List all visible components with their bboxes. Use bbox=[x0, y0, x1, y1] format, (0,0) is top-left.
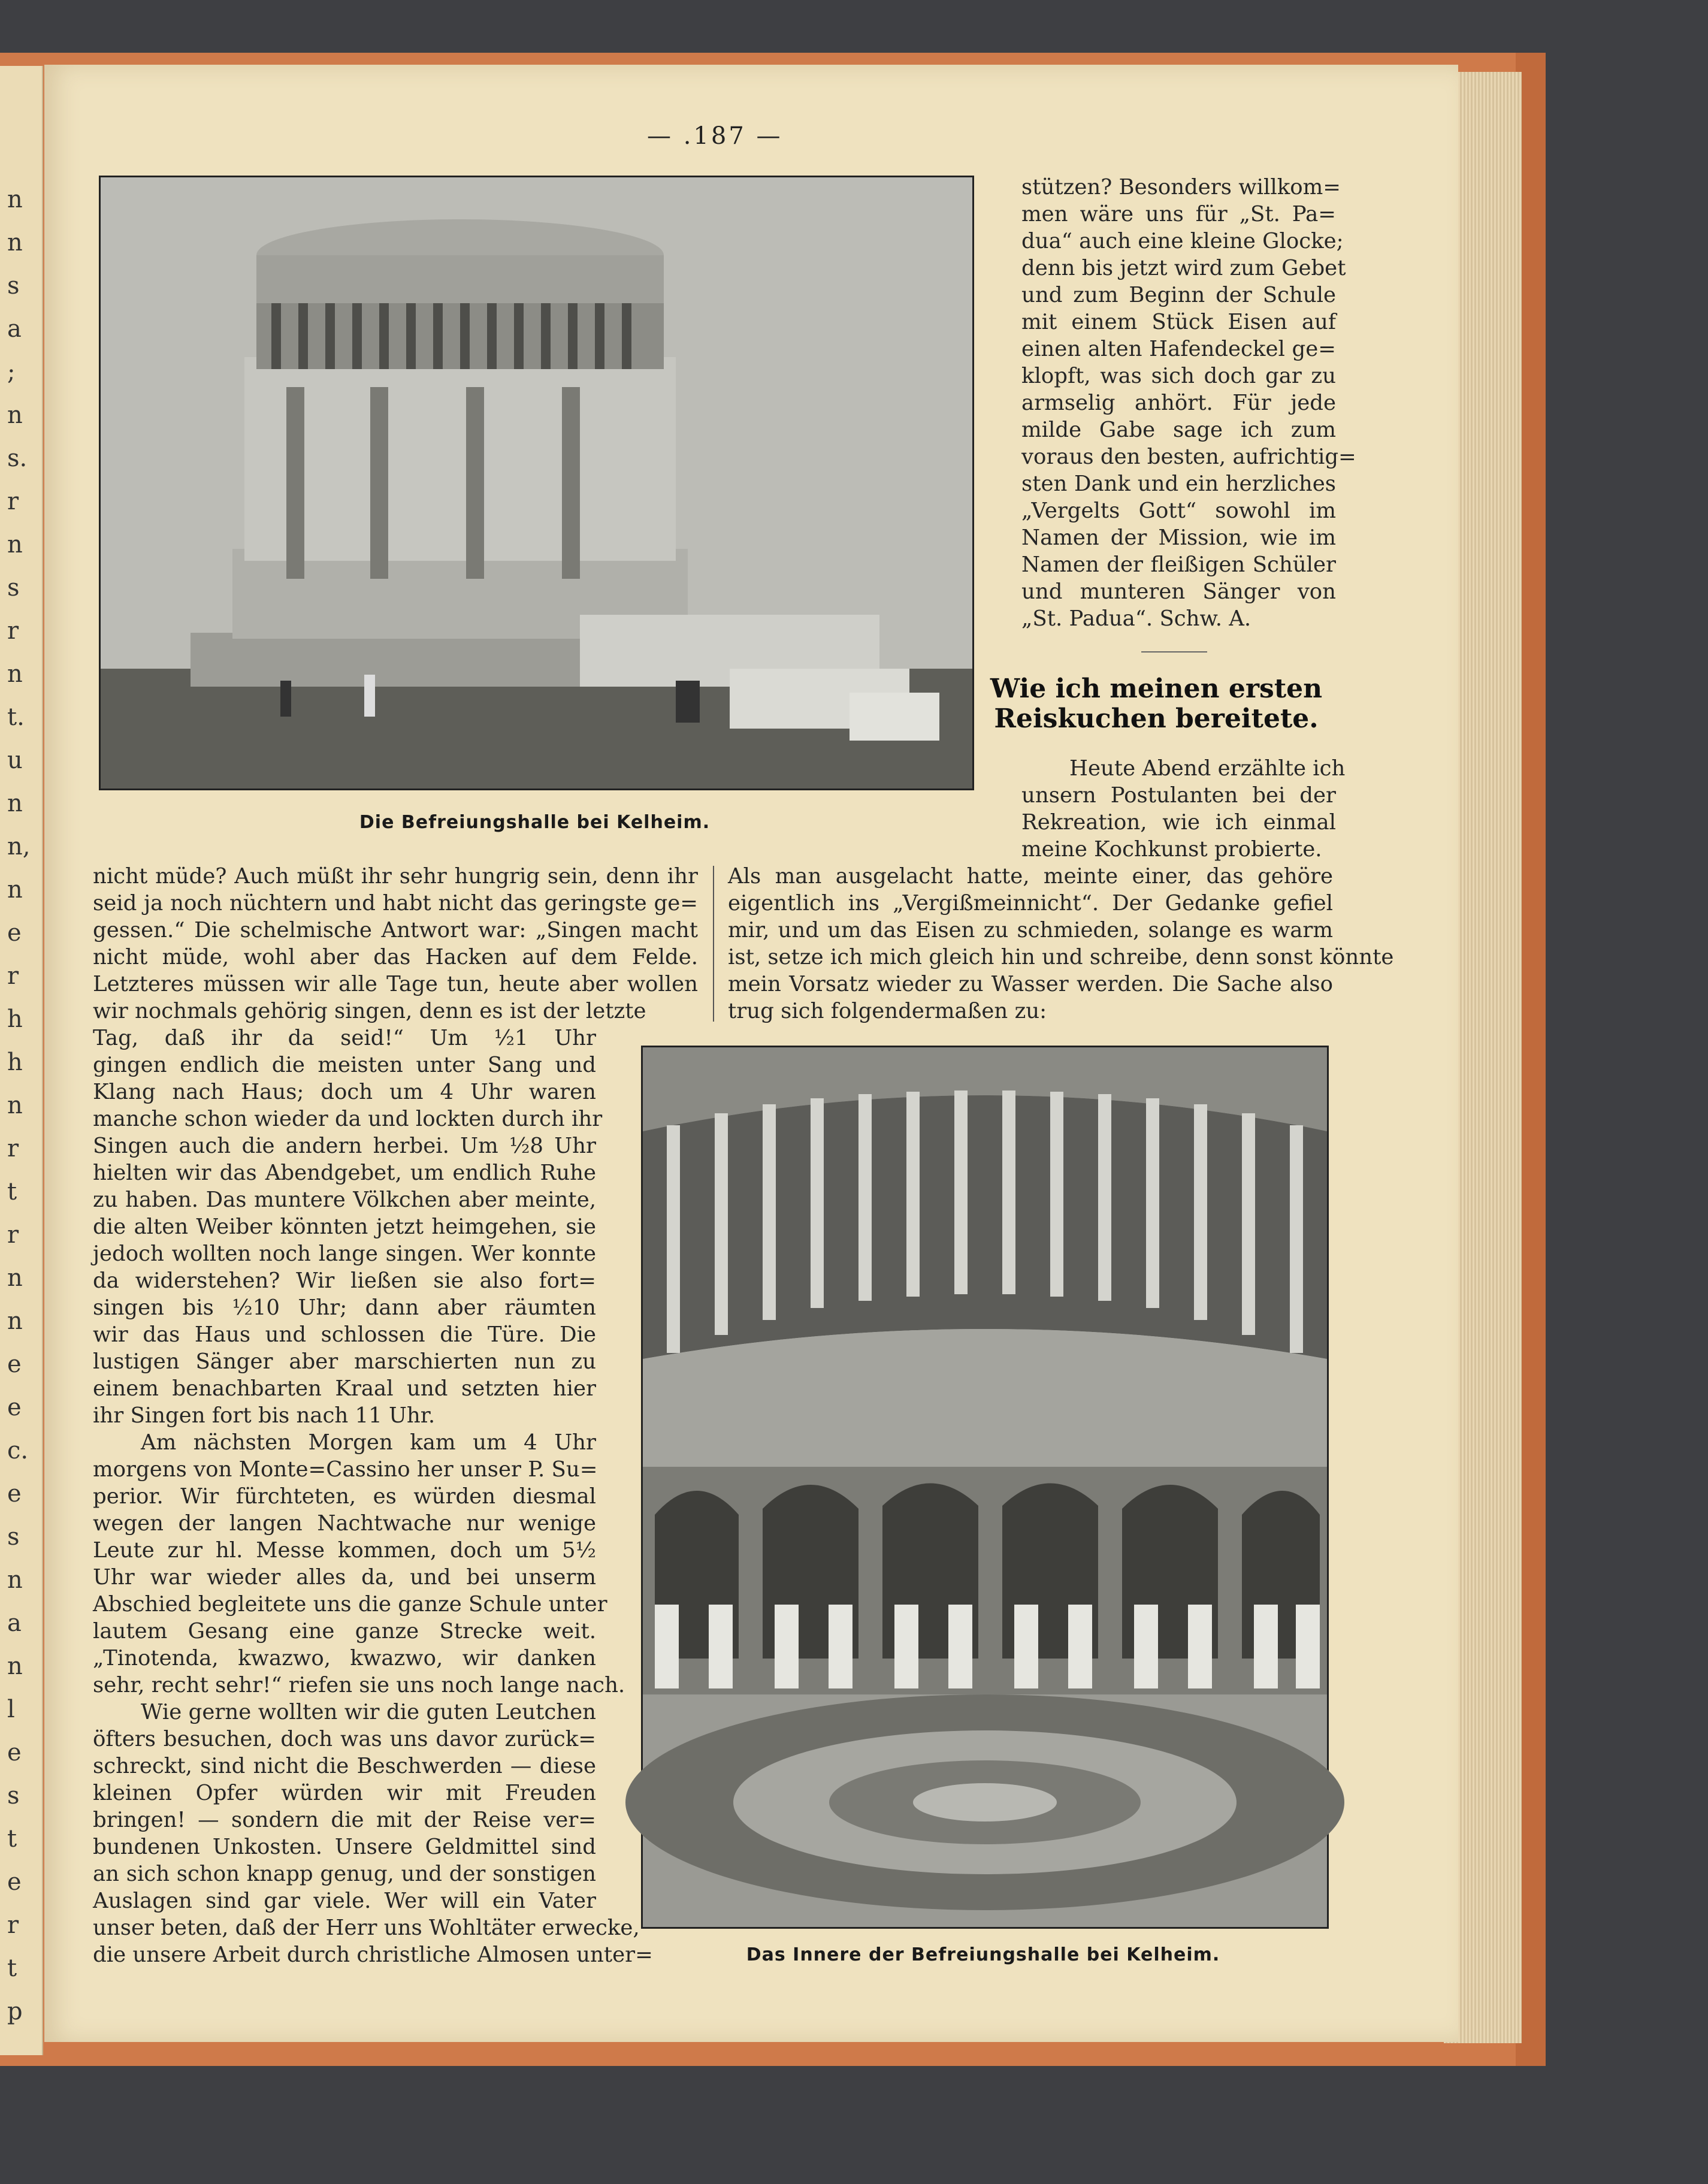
left-page-fragment: t bbox=[7, 1178, 17, 1206]
text-line: Wie gerne wollten wir die guten Leutchen bbox=[141, 1700, 596, 1724]
text-line: mir, und um das Eisen zu schmieden, solange es warm bbox=[728, 918, 1333, 943]
text-line: gingen endlich die meisten unter Sang und bbox=[93, 1053, 596, 1077]
text-line: Am nächsten Morgen kam um 4 Uhr bbox=[141, 1430, 596, 1455]
left-page-fragment: r bbox=[7, 1911, 19, 1939]
column-divider bbox=[713, 866, 714, 1022]
text-line: sten Dank und ein herzliches bbox=[1021, 472, 1336, 496]
left-page-fragment: e bbox=[7, 919, 22, 947]
befreiungshalle-exterior-image bbox=[101, 177, 972, 789]
text-line: manche schon wieder da und lockten durch ihr bbox=[93, 1107, 603, 1131]
left-page-fragment: r bbox=[7, 962, 19, 990]
left-page-fragment: u bbox=[7, 747, 23, 774]
text-line: perior. Wir fürchteten, es würden diesmal bbox=[93, 1484, 596, 1509]
page-number: — .187 — bbox=[647, 122, 783, 150]
left-page-fragment: n bbox=[7, 229, 23, 256]
left-page-fragment: r bbox=[7, 617, 19, 645]
text-line: zu haben. Das muntere Völkchen aber meinte, bbox=[93, 1188, 596, 1212]
text-line: meine Kochkunst probierte. bbox=[1021, 837, 1322, 862]
left-page-fragment: p bbox=[7, 1998, 23, 2025]
text-line: Klang nach Haus; doch um 4 Uhr waren bbox=[93, 1080, 596, 1104]
text-line: morgens von Monte=Cassino her unser P. Su= bbox=[93, 1457, 598, 1482]
text-line: an sich schon knapp genug, und der sonstigen bbox=[93, 1862, 596, 1886]
left-page-fragment: n bbox=[7, 876, 23, 904]
left-page-fragment: n, bbox=[7, 833, 31, 860]
text-line: „St. Padua“. Schw. A. bbox=[1021, 606, 1251, 631]
text-line: men wäre uns für „St. Pa= bbox=[1021, 202, 1336, 226]
text-line: bringen! — sondern die mit der Reise ver= bbox=[93, 1808, 596, 1832]
left-page-fragment: a bbox=[7, 315, 22, 343]
text-line: stützen? Besonders willkom= bbox=[1021, 175, 1341, 200]
text-line: Heute Abend erzählte ich bbox=[1069, 756, 1346, 781]
separator-rule bbox=[1141, 651, 1207, 653]
text-line: unser beten, daß der Herr uns Wohltäter erwecke, bbox=[93, 1916, 640, 1940]
text-line: Letzteres müssen wir alle Tage tun, heute aber wollen bbox=[93, 972, 698, 996]
text-line: Namen der Mission, wie im bbox=[1021, 525, 1336, 550]
text-line: mein Vorsatz wieder zu Wasser werden. Die Sache also bbox=[728, 972, 1333, 996]
text-line: Als man ausgelacht hatte, meinte einer, das gehöre bbox=[728, 864, 1333, 889]
left-page-fragment: e bbox=[7, 1739, 22, 1766]
text-line: wir das Haus und schlossen die Türe. Die bbox=[93, 1322, 596, 1347]
left-page-fragment: e bbox=[7, 1480, 22, 1508]
text-line: wegen der langen Nachtwache nur wenige bbox=[93, 1511, 596, 1536]
article-heading-line-2: Reiskuchen bereitete. bbox=[994, 703, 1319, 734]
left-page-fragment: s bbox=[7, 574, 20, 602]
left-page-fragment: t bbox=[7, 1825, 17, 1853]
text-line: lustigen Sänger aber marschierten nun zu bbox=[93, 1349, 596, 1374]
exterior-photo bbox=[99, 176, 974, 790]
interior-photo bbox=[641, 1046, 1329, 1929]
text-line: gessen.“ Die schelmische Antwort war: „Singen macht bbox=[93, 918, 698, 943]
text-line: einen alten Hafendeckel ge= bbox=[1021, 337, 1336, 361]
left-page-fragment: s bbox=[7, 1523, 20, 1551]
text-line: unsern Postulanten bei der bbox=[1021, 783, 1336, 808]
text-line: „Tinotenda, kwazwo, kwazwo, wir danken bbox=[93, 1646, 596, 1671]
left-page-fragment: s bbox=[7, 1782, 20, 1810]
left-page-fragment: n bbox=[7, 1092, 23, 1119]
text-line: die unsere Arbeit durch christliche Almosen unter= bbox=[93, 1943, 653, 1967]
left-page-fragment: h bbox=[7, 1049, 23, 1076]
text-line: nicht müde, wohl aber das Hacken auf dem Felde. bbox=[93, 945, 698, 969]
text-line: einem benachbarten Kraal und setzten hier bbox=[93, 1376, 596, 1401]
text-line: trug sich folgendermaßen zu: bbox=[728, 999, 1047, 1023]
article-heading bbox=[988, 674, 1324, 734]
left-page-fragment: e bbox=[7, 1351, 22, 1378]
text-line: Auslagen sind gar viele. Wer will ein Vater bbox=[93, 1889, 596, 1913]
left-page-fragment: s bbox=[7, 272, 20, 300]
left-page-fragment: n bbox=[7, 1653, 23, 1680]
text-line: öfters besuchen, doch was uns davor zurück= bbox=[93, 1727, 596, 1751]
text-line: eigentlich ins „Vergißmeinnicht“. Der Gedanke gefiel bbox=[728, 891, 1333, 916]
left-page-fragment: t bbox=[7, 1955, 17, 1982]
left-page-fragment: s. bbox=[7, 445, 28, 472]
left-page-fragment: r bbox=[7, 488, 19, 515]
text-line: dua“ auch eine kleine Glocke; bbox=[1021, 229, 1344, 253]
text-line: Abschied begleitete uns die ganze Schule unter bbox=[93, 1592, 607, 1617]
text-line: jedoch wollten noch lange singen. Wer konnte bbox=[93, 1241, 596, 1266]
text-line: armselig anhört. Für jede bbox=[1021, 391, 1336, 415]
left-page-fragment: e bbox=[7, 1394, 22, 1421]
left-page-fragment: e bbox=[7, 1868, 22, 1896]
left-page-fragment: r bbox=[7, 1221, 19, 1249]
text-line: und zum Beginn der Schule bbox=[1021, 283, 1336, 307]
exterior-photo-caption: Die Befreiungshalle bei Kelheim. bbox=[359, 812, 711, 833]
text-line: „Vergelts Gott“ sowohl im bbox=[1021, 499, 1336, 523]
text-line: Uhr war wieder alles da, und bei unserm bbox=[93, 1565, 596, 1590]
text-line: Leute zur hl. Messe kommen, doch um 5½ bbox=[93, 1538, 596, 1563]
left-page-fragment: t. bbox=[7, 703, 25, 731]
text-line: ist, setze ich mich gleich hin und schreibe, denn sonst könnte bbox=[728, 945, 1394, 969]
text-line: Rekreation, wie ich einmal bbox=[1021, 810, 1336, 835]
left-page-fragment: n bbox=[7, 660, 23, 688]
left-page-edge bbox=[0, 66, 43, 2055]
text-line: mit einem Stück Eisen auf bbox=[1021, 310, 1336, 334]
left-page-fragment: n bbox=[7, 1566, 23, 1594]
text-line: singen bis ½10 Uhr; dann aber räumten bbox=[93, 1295, 596, 1320]
left-page-fragment: ; bbox=[7, 358, 16, 386]
left-page-fragment: n bbox=[7, 790, 23, 817]
text-line: hielten wir das Abendgebet, um endlich Ruhe bbox=[93, 1161, 596, 1185]
text-line: und munteren Sänger von bbox=[1021, 579, 1336, 604]
befreiungshalle-interior-image bbox=[643, 1047, 1327, 1927]
left-page-fragment: n bbox=[7, 1264, 23, 1292]
text-line: milde Gabe sage ich zum bbox=[1021, 418, 1336, 442]
right-column-intro bbox=[1021, 755, 1346, 863]
left-page-fragment: n bbox=[7, 186, 23, 213]
left-page-fragment: n bbox=[7, 531, 23, 558]
text-line: voraus den besten, aufrichtig= bbox=[1021, 445, 1356, 469]
right-column-top bbox=[1021, 174, 1356, 632]
left-page-fragment: h bbox=[7, 1005, 23, 1033]
text-line: Namen der fleißigen Schüler bbox=[1021, 552, 1336, 577]
left-page-fragment: r bbox=[7, 1135, 19, 1162]
text-line: ihr Singen fort bis nach 11 Uhr. bbox=[93, 1403, 436, 1428]
middle-block bbox=[728, 863, 1394, 1025]
text-line: kleinen Opfer würden wir mit Freuden bbox=[93, 1781, 596, 1805]
left-page-fragment: l bbox=[7, 1696, 15, 1723]
text-line: wir nochmals gehörig singen, denn es ist der letzte bbox=[93, 999, 646, 1023]
article-heading-line-1: Wie ich meinen ersten bbox=[990, 673, 1323, 704]
text-line: seid ja noch nüchtern und habt nicht das geringste ge= bbox=[93, 891, 698, 916]
text-line: lautem Gesang eine ganze Strecke weit. bbox=[93, 1619, 596, 1644]
left-column-top bbox=[93, 863, 698, 1025]
text-line: sehr, recht sehr!“ riefen sie uns noch lange nach. bbox=[93, 1673, 625, 1697]
text-line: die alten Weiber könnten jetzt heimgehen, sie bbox=[93, 1215, 596, 1239]
text-line: denn bis jetzt wird zum Gebet bbox=[1021, 256, 1346, 280]
text-line: da widerstehen? Wir ließen sie also fort= bbox=[93, 1268, 596, 1293]
left-page-fragment: c. bbox=[7, 1437, 29, 1464]
interior-photo-caption: Das Innere der Befreiungshalle bei Kelheim. bbox=[746, 1944, 1220, 1965]
text-line: Tag, daß ihr da seid!“ Um ½1 Uhr bbox=[93, 1026, 596, 1050]
left-page-fragment: n bbox=[7, 1307, 23, 1335]
text-line: Singen auch die andern herbei. Um ½8 Uhr bbox=[93, 1134, 596, 1158]
left-page-fragment: a bbox=[7, 1609, 22, 1637]
left-page-fragment: n bbox=[7, 401, 23, 429]
text-line: schreckt, sind nicht die Beschwerden — diese bbox=[93, 1754, 596, 1778]
text-line: bundenen Unkosten. Unsere Geldmittel sind bbox=[93, 1835, 596, 1859]
left-column-main bbox=[93, 1025, 653, 1968]
text-line: klopft, was sich doch gar zu bbox=[1021, 364, 1336, 388]
text-line: nicht müde? Auch müßt ihr sehr hungrig sein, denn ihr bbox=[93, 864, 698, 889]
